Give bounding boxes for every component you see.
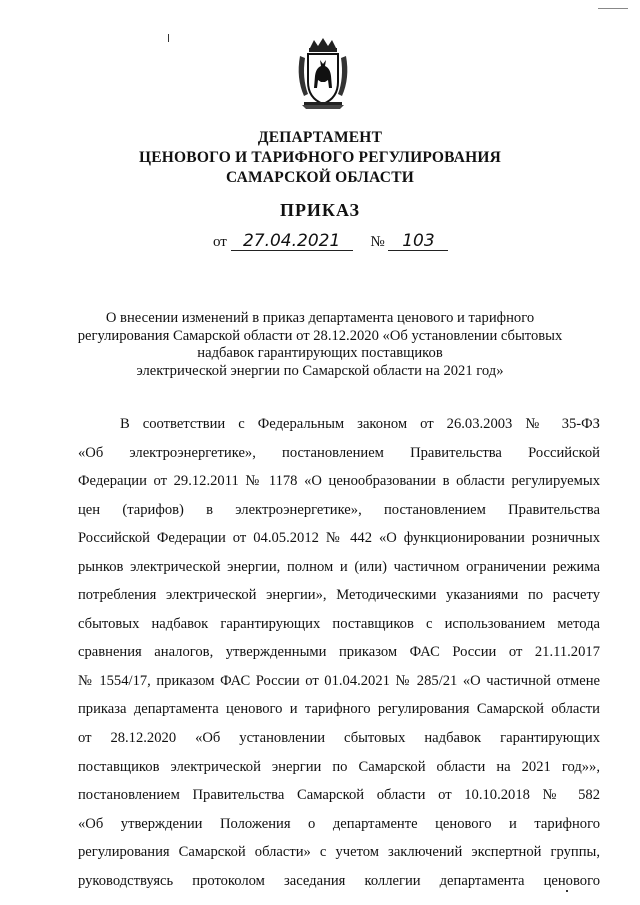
order-date: 27.04.2021 xyxy=(231,232,353,251)
body-paragraph xyxy=(78,410,600,895)
dept-title-line3: САМАРСКОЙ ОБЛАСТИ xyxy=(225,169,414,186)
subject-line: О внесении изменений в приказ департамента ценового и тарифного xyxy=(105,310,535,326)
dept-title-line2: ЦЕНОВОГО И ТАРИФНОГО РЕГУЛИРОВАНИЯ xyxy=(138,149,502,166)
subject-line: электрической энергии по Самарской области на 2021 год» xyxy=(136,362,504,379)
number-prefix: № xyxy=(370,234,385,250)
order-number: 103 xyxy=(388,232,448,251)
order-title: ПРИКАЗ xyxy=(279,200,361,220)
body-line: «Об электроэнергетике», постановлением Правительства Российской xyxy=(78,444,600,461)
body-line: регулирования Самарской области» с учетом заключений экспертной группы, xyxy=(78,844,600,861)
scan-speck xyxy=(168,34,169,42)
body-line: от 28.12.2020 «Об установлении сбытовых надбавок гарантирующих xyxy=(78,730,600,747)
coat-of-arms-icon xyxy=(294,38,352,110)
body-line: № 1554/17, приказом ФАС России от 01.04.2021 № 285/21 «О частичной отмене xyxy=(78,672,600,689)
body-line: Российской Федерации от 04.05.2012 № 442 «О функционировании розничных xyxy=(78,530,600,547)
body-line: «Об утверждении Положения о департаменте ценового и тарифного xyxy=(78,815,600,832)
subject-line: регулирования Самарской области от 28.12.2020 «Об установлении сбытовых xyxy=(77,327,563,344)
body-line: поставщиков электрической энергии по Самарской области на 2021 год»», xyxy=(78,758,600,775)
scan-speck xyxy=(566,890,568,892)
body-line: Федерации от 29.12.2011 № 1178 «О ценообразовании в области регулируемых xyxy=(78,473,600,490)
body-line: В соответствии с Федеральным законом от 26.03.2003 № 35-ФЗ xyxy=(120,416,600,432)
scan-mark xyxy=(598,8,628,9)
body-line: сравнения аналогов, утвержденными приказом ФАС России от 21.11.2017 xyxy=(78,644,600,661)
body-line: цен (тарифов) в электроэнергетике», постановлением Правительства xyxy=(78,501,600,518)
body-line: сбытовых надбавок гарантирующих поставщиков с использованием метода xyxy=(78,615,600,632)
body-line: руководствуясь протоколом заседания коллегии департамента ценового xyxy=(78,872,600,889)
order-subject xyxy=(60,310,580,380)
body-line: рынков электрической энергии, полном и (или) частичном ограничении режима xyxy=(78,558,600,575)
subject-line: надбавок гарантирующих поставщиков xyxy=(197,345,443,362)
dept-title-line1: ДЕПАРТАМЕНТ xyxy=(257,129,383,146)
body-line: потребления электрической энергии», Методическими указаниями по расчету xyxy=(78,587,600,604)
body-line: постановлением Правительства Самарской области от 10.10.2018 № 582 xyxy=(78,787,600,804)
date-prefix: от xyxy=(213,234,227,250)
order-date-number xyxy=(213,232,448,251)
body-line: приказа департамента ценового и тарифного регулирования Самарской области xyxy=(78,701,600,718)
